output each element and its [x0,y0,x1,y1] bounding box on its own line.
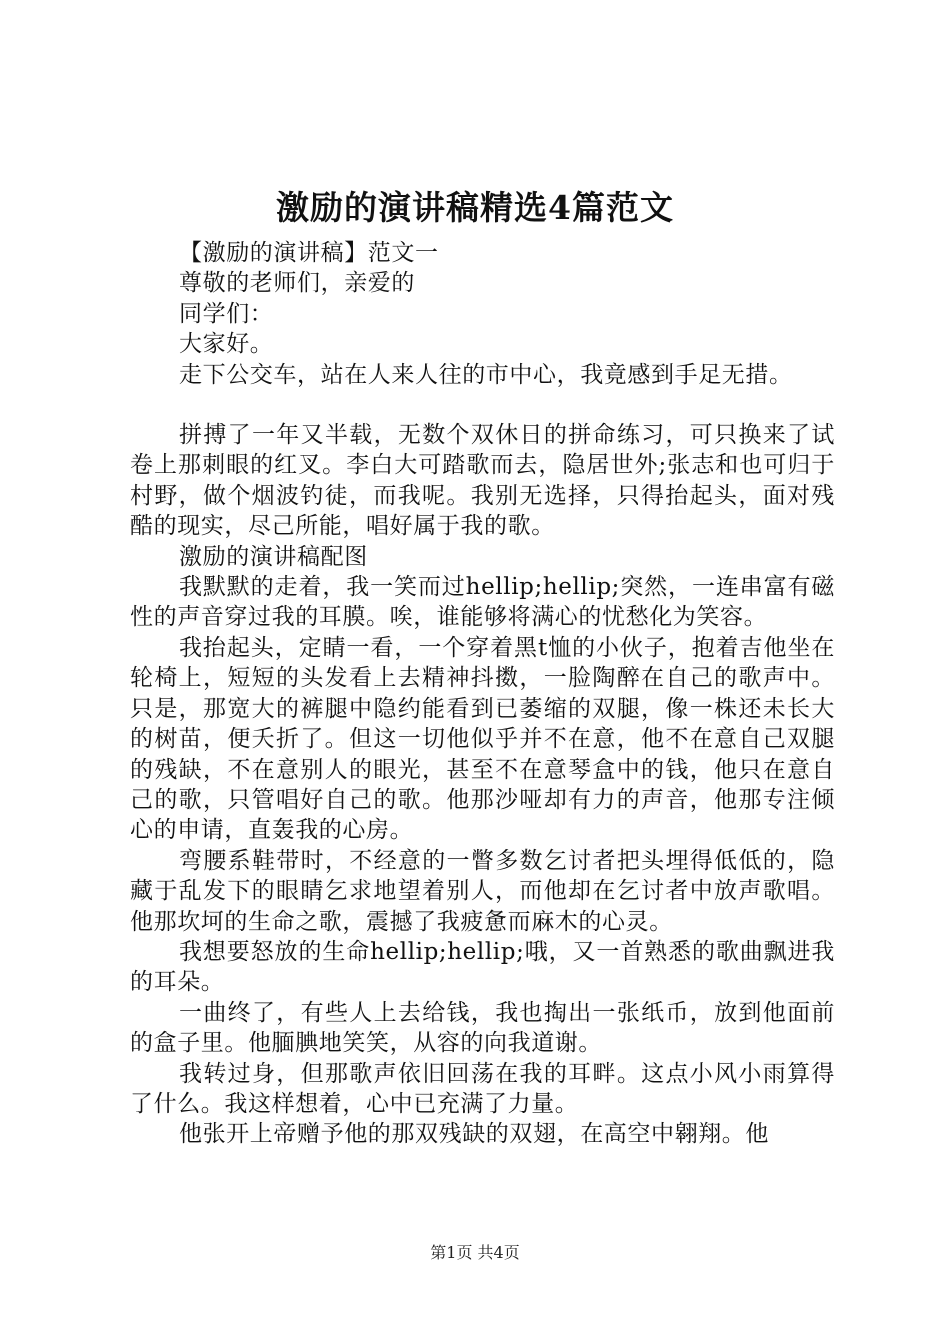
paragraph: 我默默的走着，我一笑而过hellip;hellip;突然，一连串富有磁性的声音穿过我的耳膜。唉，谁能够将满心的忧愁化为笑容。 [130,574,835,631]
image-caption: 激励的演讲稿配图 [179,543,368,570]
document-title: 激励的演讲稿精选4篇范文 [276,188,674,227]
paragraph-gap [130,390,835,420]
paragraph: 我转过身，但那歌声依旧回荡在我的耳畔。这点小风小雨算得了什么。我这样想着，心中已充满了力量。 [130,1060,835,1117]
paragraph: 他张开上帝赠予他的那双残缺的双翅，在高空中翱翔。他 [179,1121,769,1148]
paragraph: 我抬起头，定睛一看，一个穿着黑t恤的小伙子，抱着吉他坐在轮椅上，短短的头发看上去精神抖擞，一脸陶醉在自己的歌声中。只是，那宽大的裤腿中隐约能看到已萎缩的双腿，像一株还未长大的树苗，便夭折了。但这一切他似乎并不在意，他不在意自己双腿的残缺，不在意别人的眼光，甚至不在意琴盒中的钱，他只在意自己的歌，只管唱好自己的歌。他那沙哑却有力的声音，他那专注倾心的申请，直轰我的心房。 [130,634,835,844]
section-heading: 【激励的演讲稿】范文一 [179,240,439,266]
greeting-line: 大家好。 [179,331,274,358]
salutation-line-1: 尊敬的老师们，亲爱的 [179,270,415,297]
paragraph: 我想要怒放的生命hellip;hellip;哦，又一首熟悉的歌曲飘进我的耳朵。 [130,938,835,996]
salutation-line-2: 同学们： [179,300,274,327]
paragraph: 拼搏了一年又半载，无数个双休日的拼命练习，可只换来了试卷上那刺眼的红叉。李白大可踏歌而去，隐居世外;张志和也可归于村野，做个烟波钓徒，而我呢。我别无选择，只得抬起头，面对残酷的现实，尽己所能，唱好属于我的歌。 [130,422,835,540]
paragraph: 弯腰系鞋带时，不经意的一瞥多数乞讨者把头埋得低低的，隐藏于乱发下的眼睛乞求地望着别人，而他却在乞讨者中放声歌唱。他那坎坷的生命之歌，震撼了我疲惫而麻木的心灵。 [130,847,835,935]
document-body [130,238,835,1150]
paragraph: 一曲终了，有些人上去给钱，我也掏出一张纸币，放到他面前的盒子里。他腼腆地笑笑，从容的向我道谢。 [130,999,835,1057]
page-footer: 第1页 共4页 [430,1243,520,1262]
opening-line: 走下公交车，站在人来人往的市中心，我竟感到手足无措。 [179,361,793,388]
